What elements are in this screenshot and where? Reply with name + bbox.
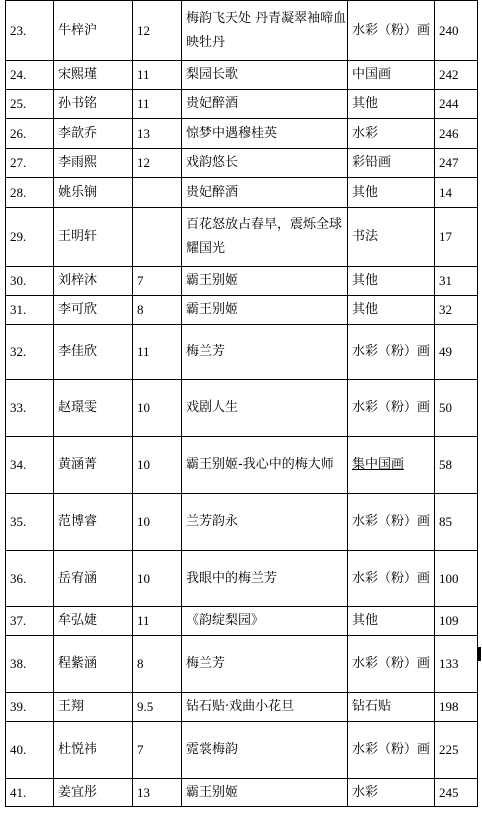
table-row [6,494,478,551]
participant-age: 9.5 [133,693,182,722]
work-number: 246 [435,119,478,149]
work-number: 50 [435,380,478,437]
participant-age: 12 [133,1,182,61]
row-number: 36. [6,551,54,607]
work-number: 14 [435,178,478,208]
participant-age: 10 [133,437,182,494]
row-number: 41. [6,779,54,807]
participant-age [133,208,182,267]
participant-age: 11 [133,61,182,90]
work-category: 彩铅画 [348,149,435,178]
work-number: 247 [435,149,478,178]
work-category: 水彩（粉）画 [348,636,435,693]
participant-age: 11 [133,325,182,380]
table-row [6,267,478,296]
participant-name: 黄涵菁 [54,437,133,494]
table-row [6,722,478,779]
work-number: 244 [435,90,478,119]
participant-name: 李雨熙 [54,149,133,178]
row-number: 24. [6,61,54,90]
work-category: 水彩（粉）画 [348,1,435,61]
work-category: 水彩（粉）画 [348,380,435,437]
work-title: 戏剧人生 [182,380,348,437]
participant-age: 11 [133,90,182,119]
work-category: 集中国画 [348,437,435,494]
work-category: 钻石贴 [348,693,435,722]
work-number: 31 [435,267,478,296]
work-category: 水彩 [348,779,435,807]
participant-name: 杜悦祎 [54,722,133,779]
row-number: 29. [6,208,54,267]
table-row [6,325,478,380]
work-number: 133 [435,636,478,693]
work-title: 戏韵悠长 [182,149,348,178]
work-title: 梅兰芳 [182,636,348,693]
participant-age: 8 [133,296,182,325]
table-row [6,208,478,267]
work-number: 245 [435,779,478,807]
table-row [6,380,478,437]
row-number: 37. [6,607,54,636]
work-number: 100 [435,551,478,607]
work-category: 其他 [348,607,435,636]
work-title: 霓裳梅韵 [182,722,348,779]
participant-age: 10 [133,494,182,551]
row-number: 31. [6,296,54,325]
participant-name: 王翔 [54,693,133,722]
work-number: 49 [435,325,478,380]
participant-name: 牟弘婕 [54,607,133,636]
work-title: 梨园长歌 [182,61,348,90]
participant-age: 7 [133,722,182,779]
work-number: 17 [435,208,478,267]
table-row [6,178,478,208]
work-title: 霸王别姬-我心中的梅大师 [182,437,348,494]
work-title: 贵妃醉酒 [182,178,348,208]
table-row [6,779,478,807]
row-number: 34. [6,437,54,494]
work-number: 32 [435,296,478,325]
table-row [6,90,478,119]
participant-name: 范博睿 [54,494,133,551]
participant-name: 刘梓沐 [54,267,133,296]
work-title: 贵妃醉酒 [182,90,348,119]
row-number: 26. [6,119,54,149]
participant-name: 牛梓沪 [54,1,133,61]
row-number: 38. [6,636,54,693]
work-number: 198 [435,693,478,722]
participant-age [133,178,182,208]
row-number: 28. [6,178,54,208]
row-number: 33. [6,380,54,437]
row-number: 40. [6,722,54,779]
row-number: 27. [6,149,54,178]
table-row [6,551,478,607]
work-title: 兰芳韵永 [182,494,348,551]
work-number: 225 [435,722,478,779]
work-number: 85 [435,494,478,551]
work-number: 240 [435,1,478,61]
table-row [6,61,478,90]
row-number: 32. [6,325,54,380]
work-category: 其他 [348,267,435,296]
entry-table-body [6,1,478,807]
participant-name: 李可欣 [54,296,133,325]
table-row [6,636,478,693]
work-category: 水彩（粉）画 [348,325,435,380]
work-number: 109 [435,607,478,636]
work-category: 其他 [348,296,435,325]
participant-name: 宋熙瑾 [54,61,133,90]
participant-age: 7 [133,267,182,296]
table-row [6,693,478,722]
table-row [6,119,478,149]
participant-name: 程紫涵 [54,636,133,693]
work-title: 我眼中的梅兰芳 [182,551,348,607]
participant-age: 10 [133,551,182,607]
table-row [6,149,478,178]
work-title: 梅韵飞天处 丹青凝翠袖啼血映牡丹 [182,1,348,61]
participant-name: 李佳欣 [54,325,133,380]
table-row [6,1,478,61]
work-number: 58 [435,437,478,494]
work-number: 242 [435,61,478,90]
row-number: 30. [6,267,54,296]
work-category: 水彩（粉）画 [348,551,435,607]
work-title: 《韵绽梨园》 [182,607,348,636]
participant-name: 孙书铭 [54,90,133,119]
work-title: 钻石贴·戏曲小花旦 [182,693,348,722]
participant-age: 13 [133,779,182,807]
table-row [6,607,478,636]
participant-name: 岳宥涵 [54,551,133,607]
participant-name: 姚乐锎 [54,178,133,208]
work-title: 惊梦中遇穆桂英 [182,119,348,149]
participant-name: 李歆乔 [54,119,133,149]
row-number: 35. [6,494,54,551]
participant-name: 姜宜彤 [54,779,133,807]
participant-age: 8 [133,636,182,693]
table-row [6,437,478,494]
participant-name: 赵璟雯 [54,380,133,437]
table-row [6,296,478,325]
work-title: 梅兰芳 [182,325,348,380]
row-number: 39. [6,693,54,722]
work-title: 霸王别姬 [182,267,348,296]
work-title: 霸王别姬 [182,296,348,325]
participant-age: 10 [133,380,182,437]
work-category: 水彩（粉）画 [348,722,435,779]
entry-table [5,0,478,807]
participant-age: 13 [133,119,182,149]
work-category: 其他 [348,178,435,208]
row-number: 23. [6,1,54,61]
margin-marker [478,647,481,661]
work-category: 中国画 [348,61,435,90]
work-category: 书法 [348,208,435,267]
row-number: 25. [6,90,54,119]
participant-name: 王明轩 [54,208,133,267]
work-title: 百花怒放占春早，震烁全球耀国光 [182,208,348,267]
work-title: 霸王别姬 [182,779,348,807]
participant-age: 12 [133,149,182,178]
work-category: 水彩（粉）画 [348,494,435,551]
participant-age: 11 [133,607,182,636]
work-category: 其他 [348,90,435,119]
work-category: 水彩 [348,119,435,149]
